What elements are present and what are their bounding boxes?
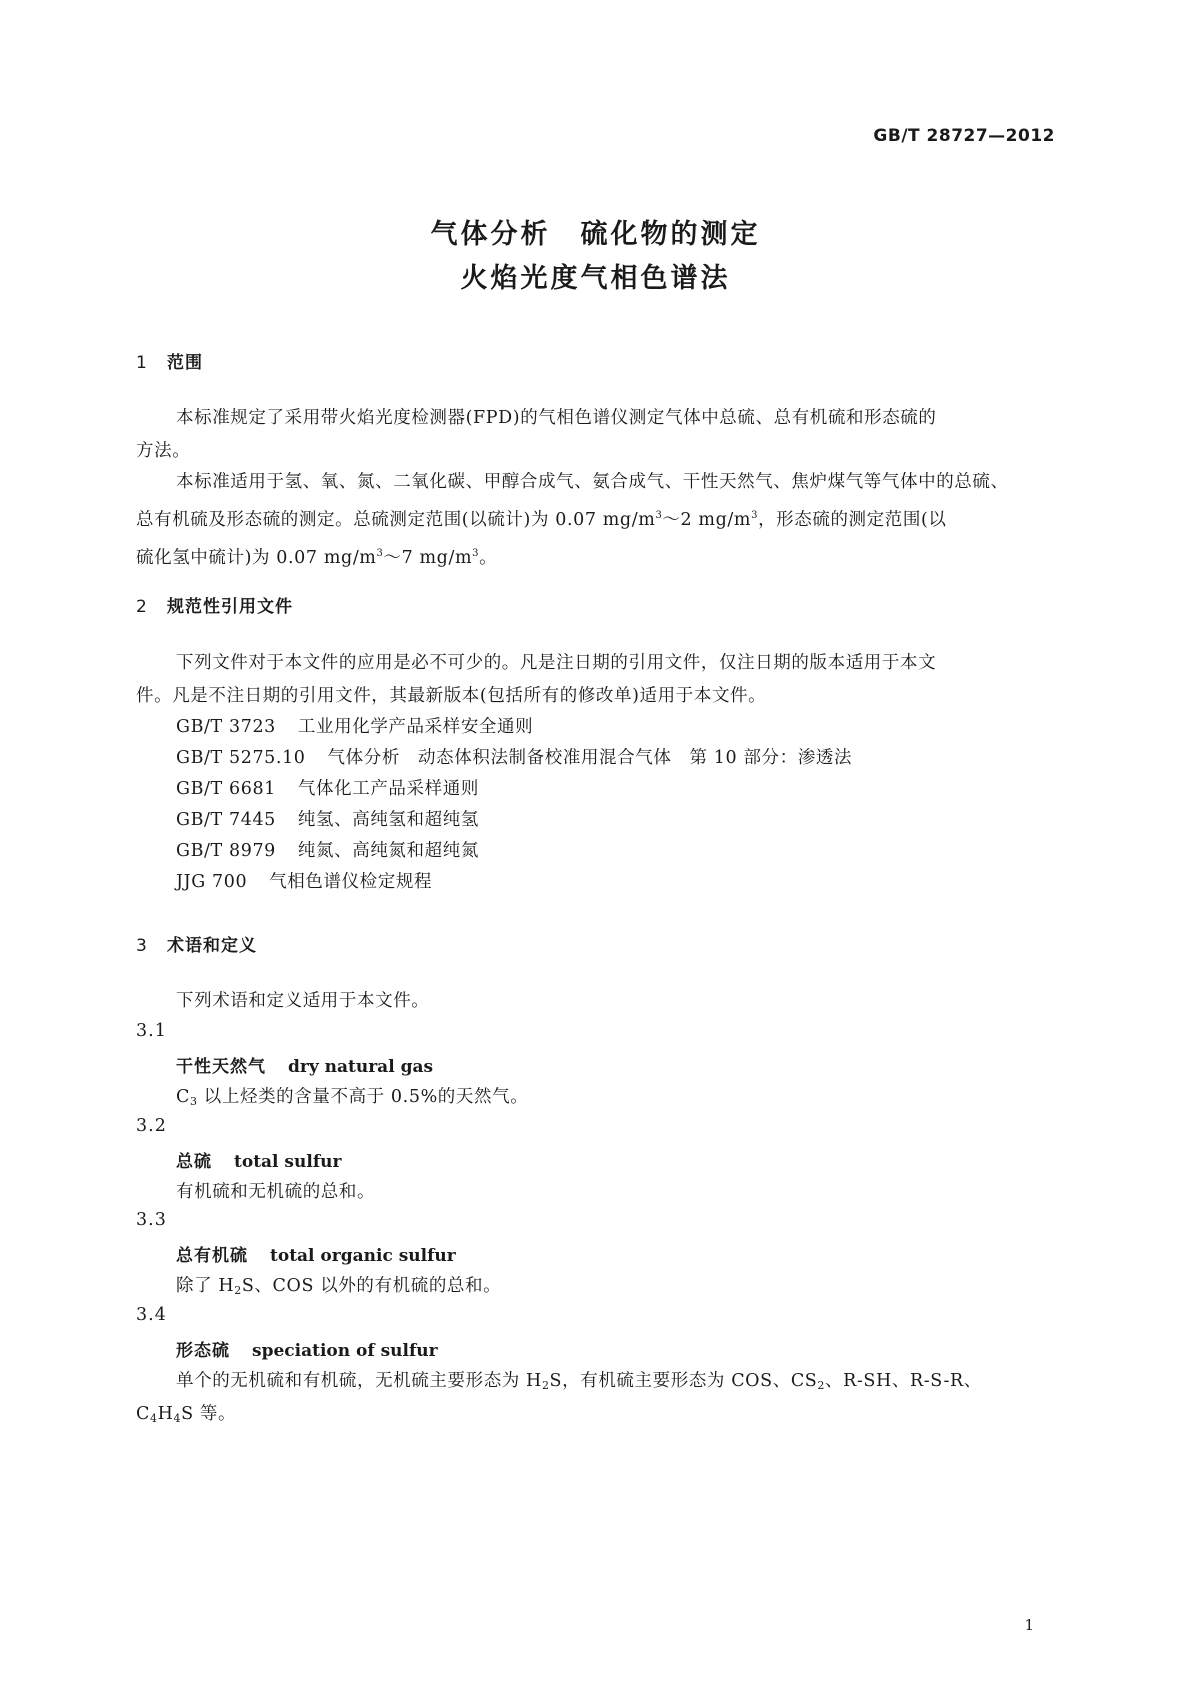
clause-number: 3.1 [136,1021,167,1041]
text-line: 总有机硫及形态硫的测定。总硫测定范围(以硫计)为 0.07 $mg/m^3\sim 2$ $mg/m^3$，形态硫的测定范围(以 [136,510,947,530]
reference-title: 气体分析 动态体积法制备校准用混合气体 第 10 部分：渗透法 [327,748,853,768]
terms-intro: 下列术语和定义适用于本文件。 [176,991,430,1011]
section-3-heading [136,931,257,956]
text-line: 本标准规定了采用带火焰光度检测器(FPD)的气相色谱仪测定气体中总硫、总有机硫和形态硫的 [176,408,937,428]
section-title: 术语和定义 [167,936,257,956]
term-en: speciation of sulfur [252,1341,438,1361]
reference-code: GB/T 5275.10 [176,748,306,768]
page-number: 1 [1024,1616,1034,1634]
text-line: 方法。 [136,441,191,461]
term-zh: 总硫 [176,1152,212,1172]
term-zh: 干性天然气 [176,1057,266,1077]
reference-title: 纯氢、高纯氢和超纯氢 [297,810,479,830]
reference-title: 纯氮、高纯氮和超纯氮 [297,841,479,861]
term-en: total sulfur [234,1152,342,1172]
text-line: 件。凡是不注日期的引用文件，其最新版本(包括所有的修改单)适用于本文件。 [136,686,767,706]
reference-item [176,806,479,831]
clause-number: 3.2 [136,1116,167,1136]
term-heading [176,1147,341,1172]
term-zh: 形态硫 [176,1341,230,1361]
term-definition-continued: $C_4H_4S$ 等。 [136,1404,237,1425]
section-title: 规范性引用文件 [167,597,293,617]
reference-title: 气相色谱仪检定规程 [269,872,433,892]
term-definition: 有机硫和无机硫的总和。 [176,1182,376,1202]
scope-paragraph-2 [136,466,1056,575]
term-heading [176,1241,456,1266]
reference-code: GB/T 3723 [176,717,276,737]
term-definition: $C_3$ 以上烃类的含量不高于 0.5%的天然气。 [176,1087,529,1108]
scope-paragraph-1 [136,402,1056,468]
section-title: 范围 [167,353,203,373]
reference-title: 气体化工产品采样通则 [297,779,479,799]
document-title-line-2: 火焰光度气相色谱法 [460,263,731,294]
text-line: 本标准适用于氢、氧、氮、二氧化碳、甲醇合成气、氨合成气、干性天然气、焦炉煤气等气体中的总硫、 [176,472,1009,492]
standard-number: GB/T 28727—2012 [873,126,1055,146]
document-title-line-1: 气体分析 硫化物的测定 [430,219,761,250]
reference-item [176,837,479,862]
section-number: 3 [136,936,148,956]
text-line: 下列文件对于本文件的应用是必不可少的。凡是注日期的引用文件，仅注日期的版本适用于本文 [176,653,937,673]
clause-number: 3.3 [136,1210,167,1230]
reference-code: GB/T 7445 [176,810,276,830]
term-definition: 单个的无机硫和有机硫，无机硫主要形态为 $H_2S$，有机硫主要形态为 COS、$CS_2$、R-SH、R-S-R、 [176,1371,982,1392]
term-en: total organic sulfur [270,1246,456,1266]
reference-item [176,868,432,893]
text-line: 硫化氢中硫计)为 0.07 $mg/m^3\sim 7$ $mg/m^3$。 [136,548,498,568]
term-heading [176,1052,433,1077]
section-number: 1 [136,353,148,373]
normative-references-intro [136,647,1056,713]
clause-number: 3.4 [136,1305,167,1325]
reference-code: GB/T 6681 [176,779,276,799]
reference-code: JJG 700 [176,872,248,892]
reference-item [176,775,479,800]
term-definition: 除了 $H_2S$、COS 以外的有机硫的总和。 [176,1276,502,1297]
section-number: 2 [136,597,148,617]
section-2-heading [136,592,293,617]
term-zh: 总有机硫 [176,1246,248,1266]
reference-code: GB/T 8979 [176,841,276,861]
reference-item [176,713,533,738]
reference-title: 工业用化学产品采样安全通则 [297,717,534,737]
reference-item [176,744,852,769]
section-1-heading [136,348,203,373]
term-en: dry natural gas [288,1057,434,1077]
term-heading [176,1336,438,1361]
